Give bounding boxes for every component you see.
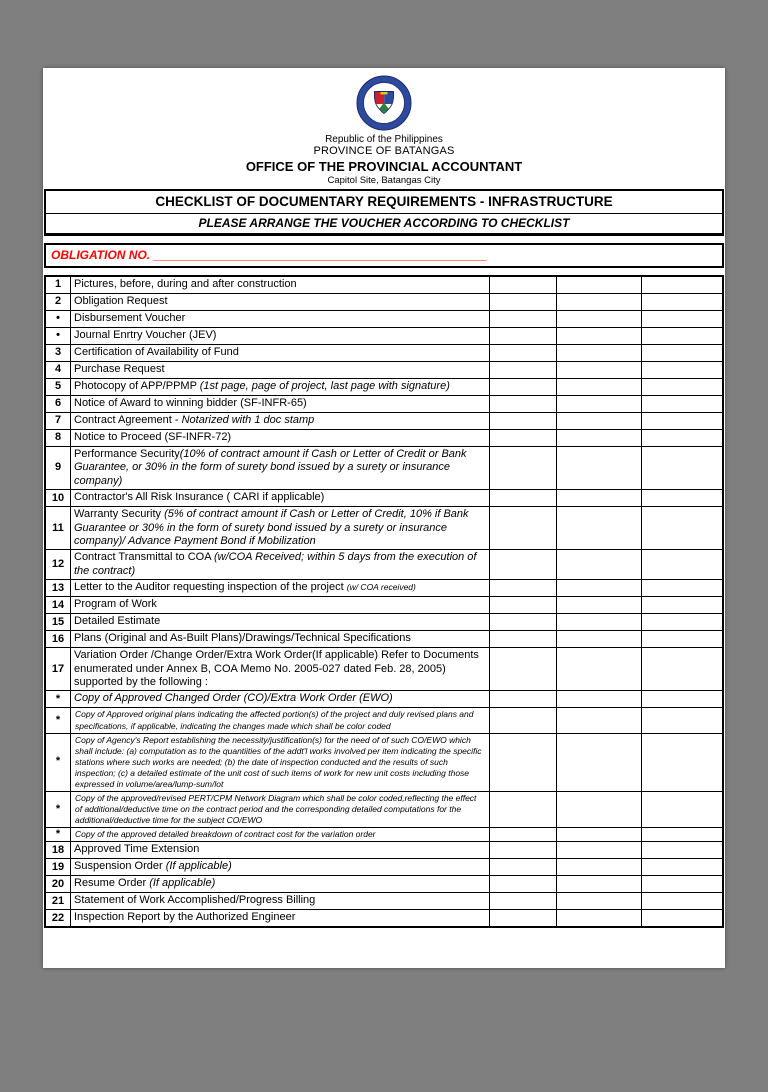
check-cell [490,507,557,549]
table-row [46,858,722,875]
letterhead [43,73,725,189]
table-row [46,875,722,892]
check-cell [490,597,557,613]
row-description [71,379,490,395]
check-cell [557,396,642,412]
row-description-segment: Variation Order /Change Order/Extra Work Order(If applicable) Refer to Documents enumerated under Annex B, COA Memo No. 2005-027 dated Feb. 28, 2005) supported by the following : [74,649,479,689]
row-number: 7 [46,413,71,429]
check-cell [490,648,557,690]
check-cell [557,447,642,489]
document-title: CHECKLIST OF DOCUMENTARY REQUIREMENTS - INFRASTRUCTURE [44,189,724,214]
check-cell [557,842,642,858]
row-description [71,734,490,791]
row-description-segment: Approved Time Extension [74,843,200,856]
check-cell [557,708,642,732]
check-cell [642,910,722,926]
check-cell [642,597,722,613]
check-cell [557,691,642,707]
row-description [71,328,490,344]
row-description-segment: Suspension Order [74,860,166,873]
check-cell [490,580,557,596]
batangas-provincial-seal-icon [356,75,412,131]
check-cell [557,859,642,875]
table-row [46,446,722,489]
check-cell [557,597,642,613]
check-cell [557,614,642,630]
check-cell [490,614,557,630]
row-number: • [46,311,71,327]
check-cell [490,550,557,579]
table-row [46,909,722,926]
row-description-segment: Notarized with 1 doc stamp [181,414,315,426]
row-number: 15 [46,614,71,630]
check-cell [642,490,722,506]
check-cell [642,614,722,630]
check-cell [557,345,642,361]
table-row [46,707,722,732]
table-row [46,841,722,858]
obligation-no-blank: __________________________________________________ [153,248,488,262]
check-cell [642,362,722,378]
check-cell [490,490,557,506]
row-description-segment: Purchase Request [74,363,165,375]
check-cell [490,447,557,489]
row-description-segment: Contract Agreement - [74,414,182,426]
check-cell [557,648,642,690]
table-row [46,647,722,690]
check-cell [490,910,557,926]
row-number: 4 [46,362,71,378]
check-cell [642,345,722,361]
check-cell [490,631,557,647]
check-cell [557,311,642,327]
check-cell [642,447,722,489]
check-cell [642,842,722,858]
check-cell [642,328,722,344]
row-number: 13 [46,580,71,596]
row-description [71,490,490,506]
row-description-segment: Inspection Report by the Authorized Engineer [74,911,296,924]
row-description [71,294,490,310]
row-description-segment: Copy of the approved detailed breakdown of contract cost for the variation order [75,828,376,839]
check-cell [490,379,557,395]
row-description [71,893,490,909]
row-description-segment: Journal Enrtry Voucher (JEV) [74,329,217,341]
letterhead-address: Capitol Site, Batangas City [327,175,441,186]
row-description-segment: (w/ COA received) [346,582,416,593]
check-cell [557,294,642,310]
row-description-segment: Notice to Proceed (SF-INFR-72) [74,431,232,443]
row-description-segment: Resume Order [74,877,150,890]
row-description-segment: Copy of Agency's Report establishing the necessity/justification(s) for the need of of such CO/EWO which shall include: (a) computation as to the quantiities of the addt'l works involved per item indicating the specific stations where such works are needed; (b) the date of inspection conducted and the results of such inspection; (c) a detailed estimate of the unit cost of such items of work for new unit costs including those expressed in volume/area/lump-sum/lot [75,734,482,789]
row-description-segment: Certification of Availability of Fund [74,346,239,358]
row-description-segment: Obligation Request [74,295,168,307]
check-cell [490,362,557,378]
check-cell [557,379,642,395]
checklist-table [44,275,724,928]
check-cell [557,792,642,827]
check-cell [557,876,642,892]
table-row [46,690,722,707]
table-row [46,378,722,395]
document-subtitle: PLEASE ARRANGE THE VOUCHER ACCORDING TO CHECKLIST [44,214,724,236]
check-cell [490,691,557,707]
check-cell [642,580,722,596]
row-number: 9 [46,447,71,489]
row-description [71,345,490,361]
check-cell [642,828,722,841]
check-cell [557,734,642,791]
row-number: 8 [46,430,71,446]
row-description-segment: Copy of the approved/revised PERT/CPM Network Diagram which shall be color coded,reflecting the effect of additional/deductive time on the contract period and the corresponding detailed computations for the additional/deductive time for the subject CO/EWO [75,792,477,825]
row-description [71,447,490,489]
check-cell [557,413,642,429]
row-description [71,277,490,293]
row-number: * [46,828,71,841]
check-cell [642,708,722,732]
table-row [46,429,722,446]
check-cell [642,691,722,707]
row-description-segment: (10% of contract amount if Cash or Letter of Credit or Bank Guarantee, or 30% in the form of surety bond issued by a surety or insurance company) [74,448,467,487]
check-cell [642,876,722,892]
row-description [71,597,490,613]
table-row [46,630,722,647]
check-cell [557,328,642,344]
row-number: 17 [46,648,71,690]
row-description-segment: Performance Security [74,448,180,460]
check-cell [557,893,642,909]
check-cell [557,430,642,446]
row-description [71,842,490,858]
table-row [46,395,722,412]
row-number: 20 [46,876,71,892]
row-description [71,362,490,378]
row-number: 1 [46,277,71,293]
row-description [71,507,490,549]
document-page [43,68,725,968]
row-description [71,413,490,429]
row-number: 18 [46,842,71,858]
row-description-segment: Copy of Approved Changed Order (CO)/Extra Work Order (EWO) [74,692,393,705]
row-description-segment: Warranty Security [74,508,165,521]
check-cell [642,859,722,875]
check-cell [642,792,722,827]
check-cell [490,828,557,841]
row-description [71,859,490,875]
check-cell [557,631,642,647]
table-row [46,596,722,613]
row-description [71,910,490,926]
letterhead-republic: Republic of the Philippines [325,134,443,145]
row-description-segment: Detailed Estimate [74,615,161,628]
check-cell [490,842,557,858]
check-cell [642,396,722,412]
row-description-segment: (If applicable) [149,877,216,890]
check-cell [557,580,642,596]
obligation-no-label: OBLIGATION NO. [51,248,154,262]
table-row [46,361,722,378]
check-cell [557,550,642,579]
row-description-segment: (If applicable) [165,860,232,873]
check-cell [490,792,557,827]
row-description [71,648,490,690]
check-cell [642,734,722,791]
check-cell [557,362,642,378]
check-cell [642,294,722,310]
check-cell [490,893,557,909]
table-row [46,892,722,909]
table-row [46,791,722,827]
row-description [71,311,490,327]
table-row [46,506,722,549]
row-number: * [46,792,71,827]
check-cell [642,631,722,647]
check-cell [642,277,722,293]
row-number: 21 [46,893,71,909]
row-description-segment: (w/COA Received; within 5 days from the execution of the contract) [74,551,477,577]
check-cell [490,294,557,310]
row-description-segment: (1st page, page of project, last page with signature) [199,380,450,392]
check-cell [642,648,722,690]
check-cell [490,708,557,732]
row-description [71,691,490,707]
row-description-segment: Pictures, before, during and after construction [74,278,297,290]
check-cell [490,311,557,327]
row-number: 10 [46,490,71,506]
row-description-segment: Statement of Work Accomplished/Progress Billing [74,894,316,907]
check-cell [642,430,722,446]
row-description [71,792,490,827]
check-cell [490,859,557,875]
check-cell [557,828,642,841]
row-number: 22 [46,910,71,926]
table-row [46,412,722,429]
check-cell [490,430,557,446]
obligation-no-row [44,243,724,268]
row-description-segment: Contractor's All Risk Insurance ( CARI if applicable) [74,491,325,504]
row-number: 16 [46,631,71,647]
row-number: 11 [46,507,71,549]
row-number: 5 [46,379,71,395]
pdf-viewer-background [0,68,768,1092]
check-cell [642,507,722,549]
check-cell [642,379,722,395]
row-number: * [46,734,71,791]
row-description-segment: Plans (Original and As-Built Plans)/Drawings/Technical Specifications [74,632,411,645]
row-number: 12 [46,550,71,579]
table-row [46,277,722,293]
row-description-segment: Contract Transmittal to COA [74,551,214,564]
table-row [46,827,722,841]
row-description [71,614,490,630]
table-row [46,327,722,344]
row-description [71,876,490,892]
row-description-segment: Notice of Award to winning bidder (SF-INFR-65) [74,397,307,409]
row-number: • [46,328,71,344]
check-cell [490,413,557,429]
row-description [71,550,490,579]
row-description-segment: Photocopy of APP/PPMP [74,380,200,392]
row-number: 6 [46,396,71,412]
check-cell [490,876,557,892]
row-description [71,430,490,446]
table-row [46,613,722,630]
row-description-segment: (5% of contract amount if Cash or Letter of Credit, 10% if Bank Guarantee or 30% in the form of surety bond issued by a surety or insurance company)/ Advance Payment Bond if Mobilization [74,508,469,548]
row-description-segment: Disbursement Voucher [74,312,186,324]
check-cell [557,507,642,549]
letterhead-office: OFFICE OF THE PROVINCIAL ACCOUNTANT [245,159,523,174]
table-row [46,579,722,596]
row-number: 3 [46,345,71,361]
row-description [71,708,490,732]
check-cell [557,277,642,293]
row-description-segment: Copy of Approved original plans indicating the affected portion(s) of the project and duly revised plans and specifications, if applicable, indicating the changes made which shall be color coded [75,709,474,731]
row-number: * [46,691,71,707]
row-description [71,828,490,841]
row-description-segment: Program of Work [74,598,157,611]
check-cell [557,490,642,506]
letterhead-province: PROVINCE OF BATANGAS [313,145,455,157]
table-row [46,344,722,361]
check-cell [490,734,557,791]
check-cell [642,413,722,429]
check-cell [642,550,722,579]
table-row [46,293,722,310]
row-description [71,631,490,647]
row-description [71,580,490,596]
row-number: * [46,708,71,732]
check-cell [642,893,722,909]
table-row [46,549,722,579]
row-description [71,396,490,412]
row-number: 14 [46,597,71,613]
check-cell [490,345,557,361]
check-cell [557,910,642,926]
check-cell [490,396,557,412]
check-cell [490,328,557,344]
table-row [46,310,722,327]
row-number: 2 [46,294,71,310]
row-number: 19 [46,859,71,875]
check-cell [490,277,557,293]
table-row [46,489,722,506]
check-cell [642,311,722,327]
table-row [46,733,722,791]
row-description-segment: Letter to the Auditor requesting inspection of the project [74,581,347,594]
